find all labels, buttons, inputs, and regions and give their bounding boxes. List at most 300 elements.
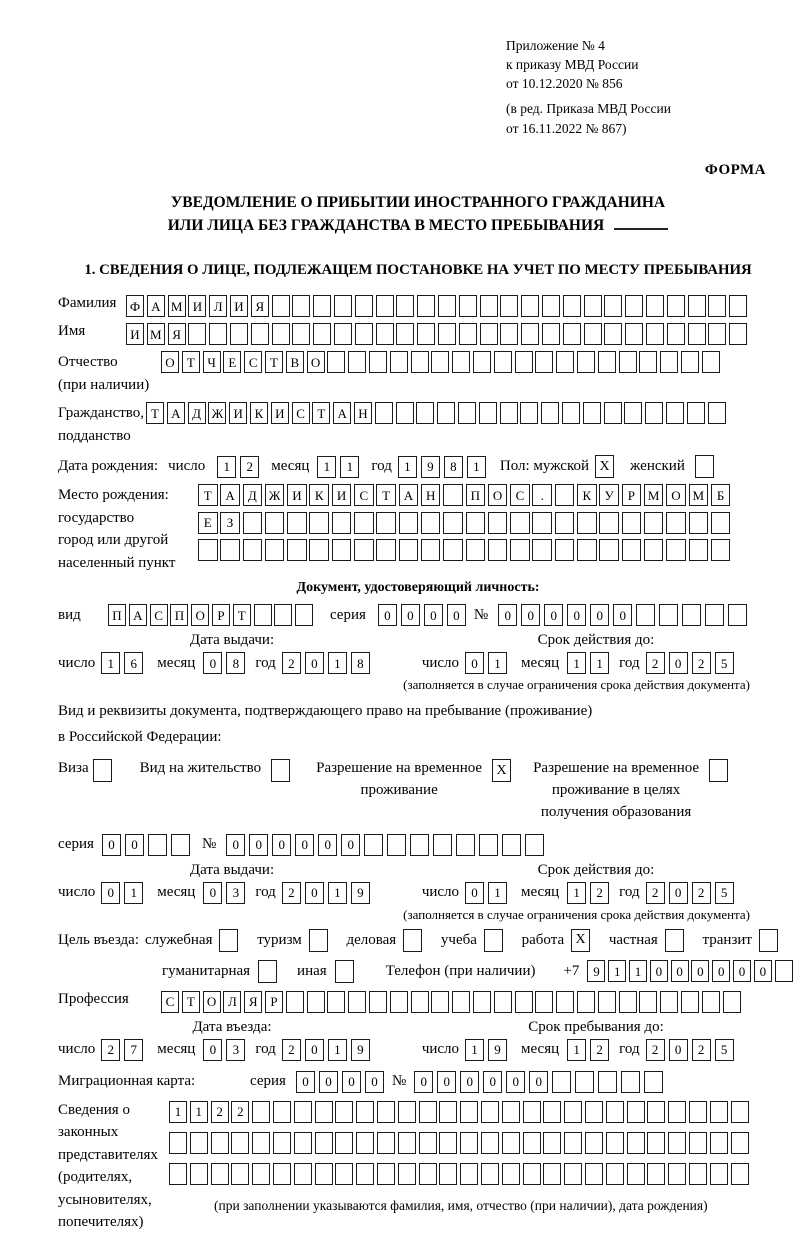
char-cell[interactable]: [627, 1163, 645, 1185]
char-cell[interactable]: [211, 1132, 229, 1154]
residence-issue-year-field[interactable]: [282, 882, 374, 904]
char-cell[interactable]: [688, 295, 706, 317]
char-cell[interactable]: [443, 484, 463, 506]
char-cell[interactable]: О: [307, 351, 325, 373]
char-cell[interactable]: Т: [265, 351, 283, 373]
char-cell[interactable]: [198, 539, 218, 561]
char-cell[interactable]: [364, 834, 383, 856]
char-cell[interactable]: 5: [715, 882, 734, 904]
char-cell[interactable]: [647, 1163, 665, 1185]
char-cell[interactable]: [377, 1101, 395, 1123]
char-cell[interactable]: [473, 991, 491, 1013]
char-cell[interactable]: [542, 295, 560, 317]
issue-year-field[interactable]: [282, 652, 374, 674]
char-cell[interactable]: З: [220, 512, 240, 534]
char-cell[interactable]: [622, 512, 642, 534]
char-cell[interactable]: [399, 539, 419, 561]
char-cell[interactable]: [502, 1132, 520, 1154]
char-cell[interactable]: 0: [544, 604, 563, 626]
char-cell[interactable]: 1: [467, 456, 486, 478]
profession-field[interactable]: [161, 991, 743, 1013]
char-cell[interactable]: [480, 323, 498, 345]
char-cell[interactable]: [417, 295, 435, 317]
char-cell[interactable]: Т: [182, 991, 200, 1013]
temp-permit-checkbox[interactable]: X: [492, 759, 511, 782]
char-cell[interactable]: [272, 295, 290, 317]
char-cell[interactable]: И: [332, 484, 352, 506]
char-cell[interactable]: [438, 295, 456, 317]
char-cell[interactable]: [647, 1132, 665, 1154]
birthplace-field-row2[interactable]: [198, 512, 733, 534]
char-cell[interactable]: 2: [692, 1039, 711, 1061]
char-cell[interactable]: [431, 991, 449, 1013]
char-cell[interactable]: [523, 1132, 541, 1154]
issue-day-field[interactable]: [101, 652, 147, 674]
char-cell[interactable]: [354, 512, 374, 534]
char-cell[interactable]: [369, 351, 387, 373]
char-cell[interactable]: [689, 1101, 707, 1123]
char-cell[interactable]: 5: [715, 1039, 734, 1061]
char-cell[interactable]: [644, 539, 664, 561]
residence-expiry-month-field[interactable]: [567, 882, 613, 904]
char-cell[interactable]: 1: [317, 456, 336, 478]
char-cell[interactable]: [417, 323, 435, 345]
char-cell[interactable]: [598, 351, 616, 373]
char-cell[interactable]: [387, 834, 406, 856]
purpose-other-checkbox[interactable]: [335, 960, 354, 983]
char-cell[interactable]: [190, 1163, 208, 1185]
char-cell[interactable]: [645, 402, 663, 424]
char-cell[interactable]: [307, 991, 325, 1013]
char-cell[interactable]: [294, 1132, 312, 1154]
char-cell[interactable]: [525, 834, 544, 856]
char-cell[interactable]: О: [161, 351, 179, 373]
char-cell[interactable]: 3: [226, 882, 245, 904]
char-cell[interactable]: [480, 295, 498, 317]
char-cell[interactable]: [688, 323, 706, 345]
representatives-field-row2[interactable]: [169, 1132, 751, 1154]
char-cell[interactable]: [273, 1101, 291, 1123]
char-cell[interactable]: 2: [646, 1039, 665, 1061]
char-cell[interactable]: [315, 1132, 333, 1154]
char-cell[interactable]: Д: [243, 484, 263, 506]
char-cell[interactable]: Р: [622, 484, 642, 506]
char-cell[interactable]: [563, 323, 581, 345]
char-cell[interactable]: [728, 604, 747, 626]
char-cell[interactable]: 2: [231, 1101, 249, 1123]
char-cell[interactable]: [452, 991, 470, 1013]
char-cell[interactable]: 9: [351, 1039, 370, 1061]
char-cell[interactable]: 0: [669, 882, 688, 904]
char-cell[interactable]: [488, 512, 508, 534]
char-cell[interactable]: [646, 323, 664, 345]
char-cell[interactable]: [243, 512, 263, 534]
char-cell[interactable]: И: [271, 402, 289, 424]
char-cell[interactable]: [502, 834, 521, 856]
char-cell[interactable]: [702, 991, 720, 1013]
char-cell[interactable]: [644, 1071, 663, 1093]
char-cell[interactable]: И: [230, 295, 248, 317]
char-cell[interactable]: [500, 295, 518, 317]
char-cell[interactable]: 1: [567, 882, 586, 904]
migration-series-field[interactable]: [296, 1071, 388, 1093]
char-cell[interactable]: [313, 323, 331, 345]
char-cell[interactable]: [230, 323, 248, 345]
char-cell[interactable]: 0: [401, 604, 420, 626]
char-cell[interactable]: 0: [341, 834, 360, 856]
char-cell[interactable]: [555, 484, 575, 506]
char-cell[interactable]: [354, 539, 374, 561]
char-cell[interactable]: [327, 991, 345, 1013]
stay-year-field[interactable]: [646, 1039, 738, 1061]
char-cell[interactable]: 9: [421, 456, 440, 478]
char-cell[interactable]: [488, 539, 508, 561]
char-cell[interactable]: К: [309, 484, 329, 506]
char-cell[interactable]: [334, 295, 352, 317]
char-cell[interactable]: А: [333, 402, 351, 424]
char-cell[interactable]: [577, 351, 595, 373]
char-cell[interactable]: 0: [498, 604, 517, 626]
char-cell[interactable]: О: [488, 484, 508, 506]
char-cell[interactable]: [398, 1101, 416, 1123]
char-cell[interactable]: [604, 323, 622, 345]
char-cell[interactable]: [356, 1101, 374, 1123]
char-cell[interactable]: [585, 1163, 603, 1185]
char-cell[interactable]: [711, 539, 731, 561]
char-cell[interactable]: 0: [305, 1039, 324, 1061]
representatives-field-row3[interactable]: [169, 1163, 751, 1185]
purpose-business-checkbox[interactable]: [219, 929, 238, 952]
char-cell[interactable]: 1: [629, 960, 647, 982]
char-cell[interactable]: [481, 1132, 499, 1154]
char-cell[interactable]: [775, 960, 793, 982]
entry-day-field[interactable]: [101, 1039, 147, 1061]
char-cell[interactable]: [456, 834, 475, 856]
purpose-study-checkbox[interactable]: [484, 929, 503, 952]
char-cell[interactable]: И: [126, 323, 144, 345]
residence-expiry-day-field[interactable]: [465, 882, 511, 904]
char-cell[interactable]: [564, 1101, 582, 1123]
char-cell[interactable]: 8: [444, 456, 463, 478]
char-cell[interactable]: [327, 351, 345, 373]
char-cell[interactable]: [439, 1163, 457, 1185]
char-cell[interactable]: 1: [465, 1039, 484, 1061]
char-cell[interactable]: 1: [169, 1101, 187, 1123]
char-cell[interactable]: [708, 402, 726, 424]
char-cell[interactable]: [399, 512, 419, 534]
char-cell[interactable]: [287, 539, 307, 561]
purpose-transit-checkbox[interactable]: [759, 929, 778, 952]
char-cell[interactable]: [315, 1163, 333, 1185]
char-cell[interactable]: [252, 1101, 270, 1123]
char-cell[interactable]: Я: [251, 295, 269, 317]
char-cell[interactable]: [564, 1163, 582, 1185]
char-cell[interactable]: 0: [465, 652, 484, 674]
char-cell[interactable]: 0: [319, 1071, 338, 1093]
char-cell[interactable]: К: [250, 402, 268, 424]
char-cell[interactable]: [355, 295, 373, 317]
birthdate-month-field[interactable]: [317, 456, 363, 478]
char-cell[interactable]: [355, 323, 373, 345]
char-cell[interactable]: [295, 604, 313, 626]
char-cell[interactable]: [542, 323, 560, 345]
char-cell[interactable]: [252, 1163, 270, 1185]
char-cell[interactable]: Б: [711, 484, 731, 506]
char-cell[interactable]: .: [532, 484, 552, 506]
char-cell[interactable]: [377, 1163, 395, 1185]
char-cell[interactable]: 5: [715, 652, 734, 674]
char-cell[interactable]: [292, 295, 310, 317]
char-cell[interactable]: 0: [424, 604, 443, 626]
char-cell[interactable]: [500, 323, 518, 345]
char-cell[interactable]: 0: [342, 1071, 361, 1093]
char-cell[interactable]: Т: [233, 604, 251, 626]
char-cell[interactable]: [466, 539, 486, 561]
phone-field[interactable]: [587, 960, 795, 982]
char-cell[interactable]: [660, 991, 678, 1013]
char-cell[interactable]: [481, 1163, 499, 1185]
char-cell[interactable]: [356, 1132, 374, 1154]
char-cell[interactable]: [369, 991, 387, 1013]
char-cell[interactable]: [273, 1132, 291, 1154]
expiry-month-field[interactable]: [567, 652, 613, 674]
char-cell[interactable]: [625, 323, 643, 345]
char-cell[interactable]: [682, 604, 701, 626]
citizenship-field[interactable]: [146, 402, 728, 424]
char-cell[interactable]: [315, 1101, 333, 1123]
char-cell[interactable]: 2: [282, 652, 301, 674]
purpose-tourism-checkbox[interactable]: [309, 929, 328, 952]
char-cell[interactable]: [411, 991, 429, 1013]
char-cell[interactable]: [348, 351, 366, 373]
char-cell[interactable]: П: [466, 484, 486, 506]
char-cell[interactable]: [625, 295, 643, 317]
birthplace-field-row3[interactable]: [198, 539, 733, 561]
char-cell[interactable]: [556, 351, 574, 373]
char-cell[interactable]: [376, 539, 396, 561]
char-cell[interactable]: К: [577, 484, 597, 506]
char-cell[interactable]: Ж: [265, 484, 285, 506]
char-cell[interactable]: [552, 1071, 571, 1093]
char-cell[interactable]: И: [188, 295, 206, 317]
char-cell[interactable]: [689, 539, 709, 561]
char-cell[interactable]: 0: [590, 604, 609, 626]
char-cell[interactable]: [621, 1071, 640, 1093]
char-cell[interactable]: 1: [488, 652, 507, 674]
char-cell[interactable]: [439, 1132, 457, 1154]
char-cell[interactable]: 0: [483, 1071, 502, 1093]
char-cell[interactable]: [510, 539, 530, 561]
char-cell[interactable]: 0: [613, 604, 632, 626]
char-cell[interactable]: 2: [692, 652, 711, 674]
char-cell[interactable]: 9: [351, 882, 370, 904]
char-cell[interactable]: [274, 604, 292, 626]
char-cell[interactable]: [689, 512, 709, 534]
char-cell[interactable]: [419, 1132, 437, 1154]
char-cell[interactable]: [639, 351, 657, 373]
doc-type-field[interactable]: [108, 604, 316, 626]
char-cell[interactable]: 6: [124, 652, 143, 674]
char-cell[interactable]: [421, 512, 441, 534]
char-cell[interactable]: 0: [305, 652, 324, 674]
char-cell[interactable]: Ф: [126, 295, 144, 317]
char-cell[interactable]: [555, 539, 575, 561]
char-cell[interactable]: [169, 1163, 187, 1185]
stay-month-field[interactable]: [567, 1039, 613, 1061]
char-cell[interactable]: [287, 512, 307, 534]
char-cell[interactable]: 2: [590, 882, 609, 904]
char-cell[interactable]: 0: [754, 960, 772, 982]
char-cell[interactable]: [377, 1132, 395, 1154]
char-cell[interactable]: [458, 402, 476, 424]
char-cell[interactable]: [731, 1101, 749, 1123]
char-cell[interactable]: 2: [240, 456, 259, 478]
char-cell[interactable]: [521, 323, 539, 345]
char-cell[interactable]: [309, 539, 329, 561]
char-cell[interactable]: М: [147, 323, 165, 345]
char-cell[interactable]: [479, 834, 498, 856]
char-cell[interactable]: [583, 402, 601, 424]
char-cell[interactable]: [710, 1132, 728, 1154]
char-cell[interactable]: [731, 1132, 749, 1154]
char-cell[interactable]: [443, 539, 463, 561]
char-cell[interactable]: [710, 1101, 728, 1123]
char-cell[interactable]: [666, 539, 686, 561]
char-cell[interactable]: С: [161, 991, 179, 1013]
char-cell[interactable]: [437, 402, 455, 424]
issue-month-field[interactable]: [203, 652, 249, 674]
char-cell[interactable]: [584, 295, 602, 317]
firstname-field[interactable]: [126, 323, 750, 345]
char-cell[interactable]: [687, 402, 705, 424]
char-cell[interactable]: С: [150, 604, 168, 626]
char-cell[interactable]: [272, 323, 290, 345]
char-cell[interactable]: 2: [692, 882, 711, 904]
char-cell[interactable]: А: [147, 295, 165, 317]
char-cell[interactable]: 8: [226, 652, 245, 674]
char-cell[interactable]: 1: [101, 652, 120, 674]
char-cell[interactable]: 9: [587, 960, 605, 982]
sex-male-checkbox[interactable]: X: [595, 455, 614, 478]
char-cell[interactable]: 0: [691, 960, 709, 982]
char-cell[interactable]: [564, 1132, 582, 1154]
char-cell[interactable]: 1: [328, 1039, 347, 1061]
char-cell[interactable]: [452, 351, 470, 373]
char-cell[interactable]: [523, 1101, 541, 1123]
char-cell[interactable]: 0: [378, 604, 397, 626]
char-cell[interactable]: 0: [305, 882, 324, 904]
char-cell[interactable]: О: [191, 604, 209, 626]
char-cell[interactable]: 0: [650, 960, 668, 982]
char-cell[interactable]: [211, 1163, 229, 1185]
char-cell[interactable]: [466, 512, 486, 534]
representatives-field-row1[interactable]: [169, 1101, 751, 1123]
char-cell[interactable]: [598, 991, 616, 1013]
char-cell[interactable]: О: [666, 484, 686, 506]
char-cell[interactable]: [396, 402, 414, 424]
char-cell[interactable]: [438, 323, 456, 345]
char-cell[interactable]: [515, 351, 533, 373]
purpose-commercial-checkbox[interactable]: [403, 929, 422, 952]
char-cell[interactable]: 1: [340, 456, 359, 478]
char-cell[interactable]: [702, 351, 720, 373]
char-cell[interactable]: [575, 1071, 594, 1093]
char-cell[interactable]: 7: [124, 1039, 143, 1061]
char-cell[interactable]: У: [599, 484, 619, 506]
char-cell[interactable]: [443, 512, 463, 534]
char-cell[interactable]: [515, 991, 533, 1013]
expiry-day-field[interactable]: [465, 652, 511, 674]
char-cell[interactable]: [627, 1132, 645, 1154]
char-cell[interactable]: [375, 402, 393, 424]
char-cell[interactable]: [624, 402, 642, 424]
char-cell[interactable]: [585, 1101, 603, 1123]
char-cell[interactable]: [660, 351, 678, 373]
char-cell[interactable]: [460, 1101, 478, 1123]
char-cell[interactable]: [577, 512, 597, 534]
char-cell[interactable]: 0: [226, 834, 245, 856]
char-cell[interactable]: [190, 1132, 208, 1154]
char-cell[interactable]: [667, 323, 685, 345]
char-cell[interactable]: [286, 991, 304, 1013]
char-cell[interactable]: [598, 1071, 617, 1093]
char-cell[interactable]: [421, 539, 441, 561]
char-cell[interactable]: [332, 539, 352, 561]
char-cell[interactable]: В: [286, 351, 304, 373]
char-cell[interactable]: 0: [567, 604, 586, 626]
surname-field[interactable]: [126, 295, 750, 317]
char-cell[interactable]: 1: [488, 882, 507, 904]
char-cell[interactable]: Я: [244, 991, 262, 1013]
char-cell[interactable]: [543, 1163, 561, 1185]
char-cell[interactable]: [627, 1101, 645, 1123]
char-cell[interactable]: 0: [296, 1071, 315, 1093]
char-cell[interactable]: [265, 512, 285, 534]
doc-number-field[interactable]: [498, 604, 751, 626]
char-cell[interactable]: 1: [190, 1101, 208, 1123]
char-cell[interactable]: А: [220, 484, 240, 506]
char-cell[interactable]: [502, 1163, 520, 1185]
char-cell[interactable]: [188, 323, 206, 345]
char-cell[interactable]: 0: [125, 834, 144, 856]
char-cell[interactable]: 0: [506, 1071, 525, 1093]
char-cell[interactable]: [681, 351, 699, 373]
char-cell[interactable]: [294, 1101, 312, 1123]
residence-number-field[interactable]: [226, 834, 548, 856]
char-cell[interactable]: [619, 351, 637, 373]
char-cell[interactable]: 0: [447, 604, 466, 626]
char-cell[interactable]: [416, 402, 434, 424]
char-cell[interactable]: [398, 1163, 416, 1185]
char-cell[interactable]: А: [399, 484, 419, 506]
char-cell[interactable]: Л: [209, 295, 227, 317]
char-cell[interactable]: Н: [354, 402, 372, 424]
doc-series-field[interactable]: [378, 604, 470, 626]
char-cell[interactable]: Н: [421, 484, 441, 506]
char-cell[interactable]: 0: [203, 1039, 222, 1061]
char-cell[interactable]: 9: [488, 1039, 507, 1061]
char-cell[interactable]: 0: [203, 882, 222, 904]
char-cell[interactable]: [479, 402, 497, 424]
char-cell[interactable]: [644, 512, 664, 534]
char-cell[interactable]: [335, 1132, 353, 1154]
char-cell[interactable]: [666, 512, 686, 534]
char-cell[interactable]: 0: [465, 882, 484, 904]
char-cell[interactable]: [606, 1132, 624, 1154]
char-cell[interactable]: П: [108, 604, 126, 626]
visa-checkbox[interactable]: [93, 759, 112, 782]
char-cell[interactable]: [398, 1132, 416, 1154]
